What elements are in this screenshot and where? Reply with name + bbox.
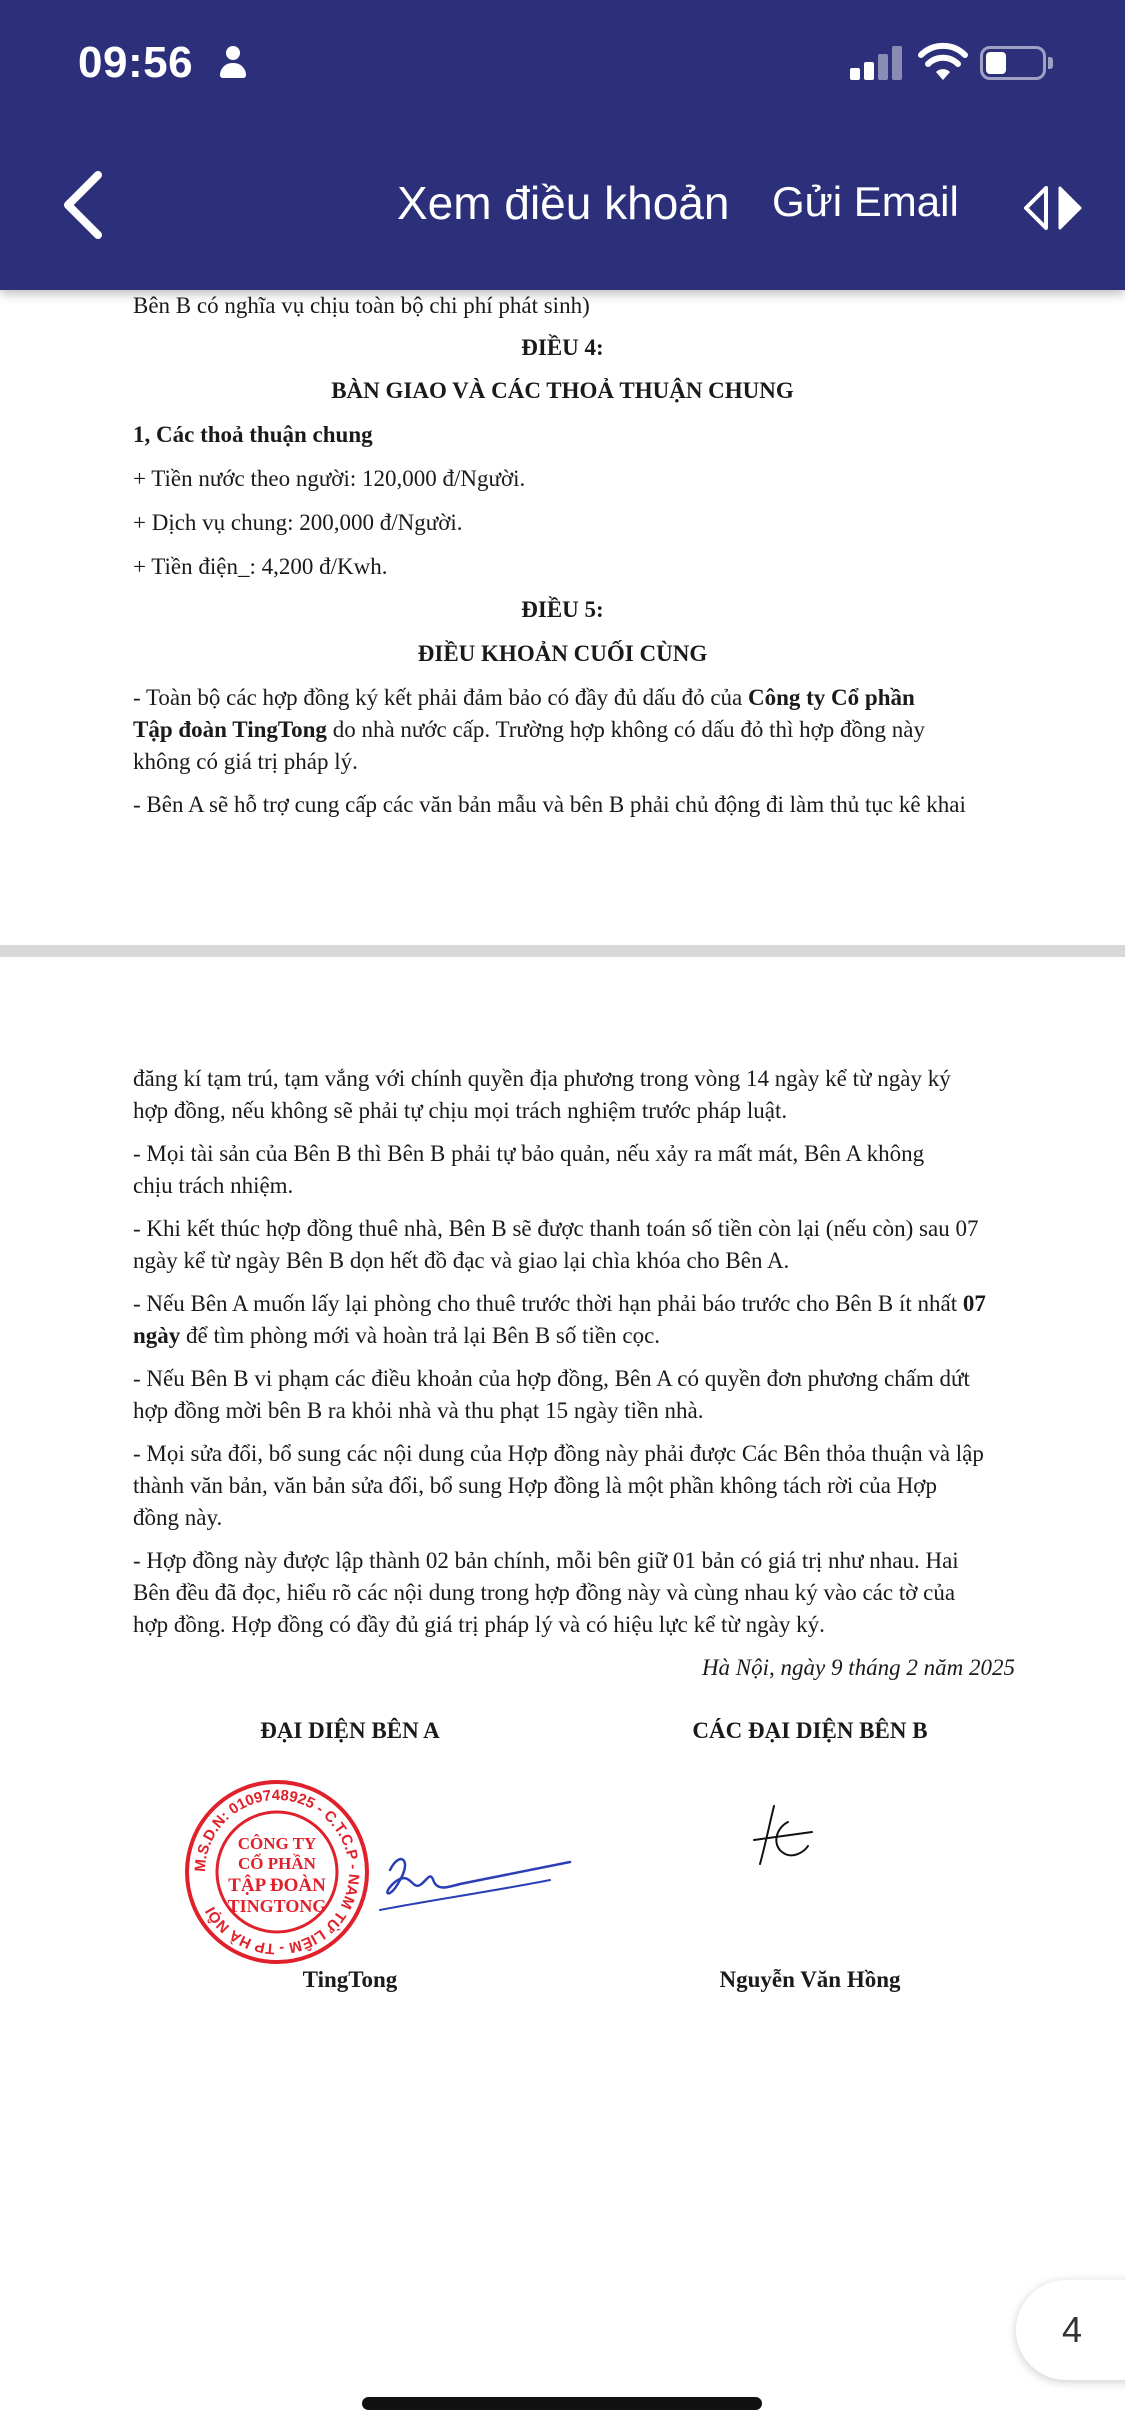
doc-line: hợp đồng. Hợp đồng có đầy đủ giá trị pháp lý và có hiệu lực kể từ ngày ký. xyxy=(133,1612,825,1637)
doc-line: - Nếu Bên B vi phạm các điều khoản của hợp đồng, Bên A có quyền đơn phương chấm dứt xyxy=(133,1366,970,1391)
electricity-fee-line: + Tiền điện_: 4,200 đ/Kwh. xyxy=(133,554,388,579)
svg-text:CÔNG TY: CÔNG TY xyxy=(237,1834,317,1853)
page-title: Xem điều khoản xyxy=(397,177,730,229)
party-b-heading: CÁC ĐẠI DIỆN BÊN B xyxy=(692,1718,928,1743)
doc-line: hợp đồng, nếu không sẽ phải tự chịu mọi trách nghiệm trước pháp luật. xyxy=(133,1098,788,1123)
doc-line: hợp đồng mời bên B ra khỏi nhà và thu phạt 15 ngày tiền nhà. xyxy=(133,1398,704,1423)
party-a-signature xyxy=(350,1840,580,1920)
previous-page-icon[interactable] xyxy=(1022,182,1050,234)
doc-line: - Mọi tài sản của Bên B thì Bên B phải tự bảo quản, nếu xảy ra mất mát, Bên A không xyxy=(133,1141,925,1166)
page-navigation xyxy=(1022,182,1084,234)
document-page[interactable] xyxy=(0,957,1125,2436)
battery-icon xyxy=(980,46,1054,80)
doc-line: ngày kể từ ngày Bên B dọn hết đồ đạc và giao lại chìa khóa cho Bên A. xyxy=(133,1248,790,1273)
doc-line: Bên B có nghĩa vụ chịu toàn bộ chi phí phát sinh) xyxy=(133,293,590,318)
party-b-signature xyxy=(752,1802,822,1872)
article-4-heading: ĐIỀU 4: xyxy=(521,335,604,360)
doc-line: - Nếu Bên A muốn lấy lại phòng cho thuê trước thời hạn phải báo trước cho Bên B ít nhất 07 xyxy=(133,1291,986,1316)
page-number-badge[interactable]: 4 xyxy=(1016,2280,1125,2380)
party-a-heading: ĐẠI DIỆN BÊN A xyxy=(260,1718,440,1743)
doc-line: thành văn bản, văn bản sửa đổi, bổ sung Hợp đồng là một phần không tách rời của Hợp xyxy=(133,1473,937,1498)
doc-line: - Bên A sẽ hỗ trợ cung cấp các văn bản mẫu và bên B phải chủ động đi làm thủ tục kê khai xyxy=(133,792,966,817)
doc-line: - Khi kết thúc hợp đồng thuê nhà, Bên B sẽ được thanh toán số tiền còn lại (nếu còn) sau 07 xyxy=(133,1216,979,1241)
next-page-icon[interactable] xyxy=(1056,182,1084,234)
service-fee-line: + Dịch vụ chung: 200,000 đ/Người. xyxy=(133,510,463,535)
doc-line: ngày để tìm phòng mới và hoàn trả lại Bên B số tiền cọc. xyxy=(133,1323,661,1348)
signing-date: Hà Nội, ngày 9 tháng 2 năm 2025 xyxy=(701,1655,1015,1680)
section-heading: 1, Các thoả thuận chung xyxy=(133,422,373,447)
doc-line: đồng này. xyxy=(133,1505,223,1530)
doc-line: - Hợp đồng này được lập thành 02 bản chính, mỗi bên giữ 01 bản có giá trị như nhau. Hai xyxy=(133,1548,959,1573)
doc-line: đăng kí tạm trú, tạm vắng với chính quyền địa phương trong vòng 14 ngày kể từ ngày ký xyxy=(133,1066,951,1091)
wifi-icon xyxy=(918,42,968,82)
document-page[interactable] xyxy=(0,290,1125,945)
doc-line: Tập đoàn TingTong do nhà nước cấp. Trường hợp không có dấu đỏ thì hợp đồng này xyxy=(133,717,925,742)
svg-text:M.S.D.N: 0109748925 - C.T.C.P: M.S.D.N: 0109748925 - C.T.C.P - NAM TỪ LIÊM - TP HÀ NỘI xyxy=(191,1786,363,1958)
article-5-title: ĐIỀU KHOẢN CUỐI CÙNG xyxy=(417,641,708,666)
doc-line: chịu trách nhiệm. xyxy=(133,1173,294,1198)
svg-text:TINGTONG: TINGTONG xyxy=(227,1896,327,1916)
water-fee-line: + Tiền nước theo người: 120,000 đ/Người. xyxy=(133,466,526,491)
party-a-name: TingTong xyxy=(302,1967,398,1992)
back-button[interactable] xyxy=(50,165,120,245)
party-b-name: Nguyễn Văn Hồng xyxy=(719,1967,901,1992)
article-5-heading: ĐIỀU 5: xyxy=(521,597,604,622)
doc-line: Bên đều đã đọc, hiểu rõ các nội dung trong hợp đồng này và cùng nhau ký vào các tờ của xyxy=(133,1580,956,1605)
doc-line: không có giá trị pháp lý. xyxy=(133,749,358,774)
person-icon xyxy=(218,46,248,80)
article-4-title: BÀN GIAO VÀ CÁC THOẢ THUẬN CHUNG xyxy=(331,378,794,403)
status-time: 09:56 xyxy=(78,38,194,87)
app-header xyxy=(0,0,1125,290)
doc-line: - Mọi sửa đổi, bổ sung các nội dung của Hợp đồng này phải được Các Bên thỏa thuận và lập xyxy=(133,1441,984,1466)
home-indicator[interactable] xyxy=(362,2397,762,2410)
svg-text:TẬP ĐOÀN: TẬP ĐOÀN xyxy=(228,1875,326,1896)
company-stamp xyxy=(182,1777,372,1967)
svg-text:CỔ PHẦN: CỔ PHẦN xyxy=(238,1854,316,1873)
send-email-button[interactable]: Gửi Email xyxy=(772,178,959,225)
cellular-signal-icon xyxy=(850,46,904,80)
doc-line: - Toàn bộ các hợp đồng ký kết phải đảm bảo có đầy đủ dấu đỏ của Công ty Cổ phần xyxy=(133,685,915,710)
page-divider xyxy=(0,945,1125,957)
